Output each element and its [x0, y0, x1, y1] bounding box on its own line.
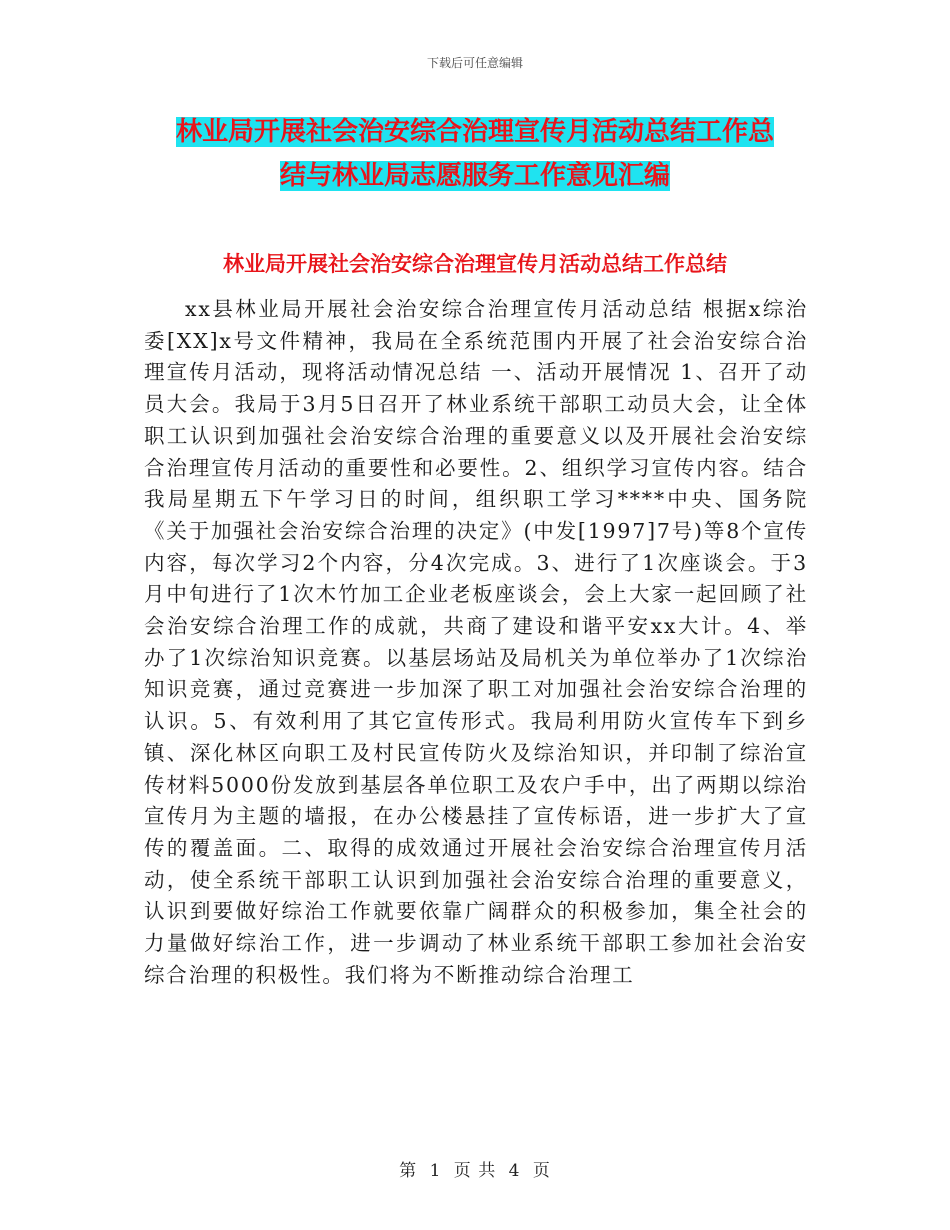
- document-title: [130, 110, 820, 198]
- document-title-line2: 结与林业局志愿服务工作意见汇编: [279, 161, 670, 191]
- page-middle: 页 共: [453, 1161, 497, 1181]
- total-pages: 4: [508, 1161, 521, 1181]
- current-page: 1: [429, 1161, 442, 1181]
- document-title-line1: 林业局开展社会治安综合治理宣传月活动总结工作总: [175, 117, 774, 147]
- page-number: [0, 1156, 950, 1181]
- header-note: 下载后可任意编辑: [426, 56, 523, 70]
- page-prefix: 第: [399, 1161, 418, 1181]
- body-paragraph: xx县林业局开展社会治安综合治理宣传月活动总结 根据x综治委[XX]x号文件精神，我局在全系统范围内开展了社会治安综合治理宣传月活动，现将活动情况总结 一、活动开展情况 1、召开了动员大会。我局于3月5日召开了林业系统干部职工动员大会，让全体职工认识到加强社会治安综合治理的重要意义以及开展社会治安综合治理宣传月活动的重要性和必要性。2、组织学习宣传内容。结合我局星期五下午学习日的时间，组织职工学习****中央、国务院《关于加强社会治安综合治理的决定》(中发[1997]7号)等8个宣传内容，每次学习2个内容，分4次完成。3、进行了1次座谈会。于3月中旬进行了1次木竹加工企业老板座谈会，会上大家一起回顾了社会治安综合治理工作的成就，共商了建设和谐平安xx大计。4、举办了1次综治知识竞赛。以基层场站及局机关为单位举办了1次综治知识竞赛，通过竞赛进一步加深了职工对加强社会治安综合治理的认识。5、有效利用了其它宣传形式。我局利用防火宣传车下到乡镇、深化林区向职工及村民宣传防火及综治知识，并印制了综治宣传材料5000份发放到基层各单位职工及农户手中，出了两期以综治宣传月为主题的墙报，在办公楼悬挂了宣传标语，进一步扩大了宣传的覆盖面。二、取得的成效通过开展社会治安综合治理宣传月活动，使全系统干部职工认识到加强社会治安综合治理的重要意义，认识到要做好综治工作就要依靠广阔群众的积极参加，集全社会的力量做好综治工作，进一步调动了林业系统干部职工参加社会治安综合治理的积极性。我们将为不断推动综合治理工: [144, 297, 808, 987]
- page-suffix: 页: [532, 1161, 551, 1181]
- section-title: 林业局开展社会治安综合治理宣传月活动总结工作总结: [223, 252, 727, 276]
